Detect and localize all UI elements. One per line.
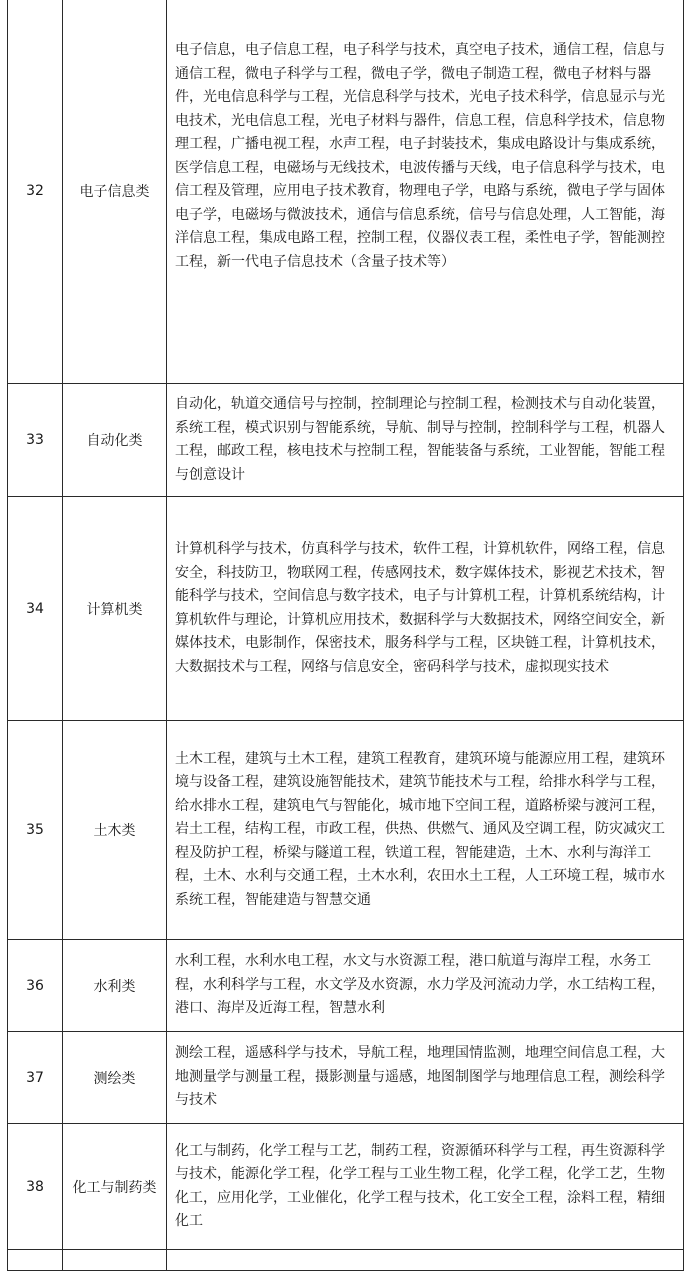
majors-table [7, 0, 684, 1271]
category-cell [63, 1250, 167, 1271]
row-number: 38 [8, 1124, 63, 1250]
major-list: 水利工程，水利水电工程，水文与水资源工程，港口航道与海岸工程，水务工程，水利科学与工程，水文学及水资源，水力学及河流动力学，水工结构工程，港口、海岸及近海工程，智慧水利 [167, 940, 684, 1032]
category-name: 计算机类 [63, 497, 167, 721]
major-list: 计算机科学与技术，仿真科学与技术，软件工程，计算机软件，网络工程，信息安全，科技防卫，物联网工程，传感网技术，数字媒体技术，影视艺术技术，智能科学与技术，空间信息与数字技术，电子与计算机工程，计算机系统结构，计算机软件与理论，计算机应用技术，数据科学与大数据技术，网络空间安全，新媒体技术，电影制作，保密技术，服务科学与工程，区块链工程，计算机技术，大数据技术与工程，网络与信息安全，密码科学与技术，虚拟现实技术 [167, 497, 684, 721]
major-list-cell [167, 1250, 684, 1271]
major-list: 测绘工程，遥感科学与技术，导航工程，地理国情监测，地理空间信息工程，大地测量学与测量工程，摄影测量与遥感，地图制图学与地理信息工程，测绘科学与技术 [167, 1032, 684, 1124]
category-name: 电子信息类 [63, 0, 167, 384]
category-name: 化工与制药类 [63, 1124, 167, 1250]
table-row [8, 721, 684, 940]
row-number: 34 [8, 497, 63, 721]
major-list: 土木工程，建筑与土木工程，建筑工程教育，建筑环境与能源应用工程，建筑环境与设备工程，建筑设施智能技术，建筑节能技术与工程，给排水科学与工程，给水排水工程，建筑电气与智能化，城市地下空间工程，道路桥梁与渡河工程，岩土工程，结构工程，市政工程，供热、供燃气、通风及空调工程，防灾减灾工程及防护工程，桥梁与隧道工程，铁道工程，智能建造，土木、水利与海洋工程，土木、水利与交通工程，土木水利，农田水土工程，人工环境工程，城市水系统工程，智能建造与智慧交通 [167, 721, 684, 940]
row-number: 32 [8, 0, 63, 384]
row-number: 37 [8, 1032, 63, 1124]
major-list: 自动化，轨道交通信号与控制，控制理论与控制工程，检测技术与自动化装置，系统工程，模式识别与智能系统，导航、制导与控制，控制科学与工程，机器人工程，邮政工程，核电技术与控制工程，智能装备与系统，工业智能，智能工程与创意设计 [167, 384, 684, 497]
row-number-cell [8, 1250, 63, 1271]
row-number: 33 [8, 384, 63, 497]
category-name: 测绘类 [63, 1032, 167, 1124]
row-number: 36 [8, 940, 63, 1032]
table-row [8, 940, 684, 1032]
category-name: 自动化类 [63, 384, 167, 497]
table-row [8, 0, 684, 384]
major-list: 化工与制药，化学工程与工艺，制药工程，资源循环科学与工程，再生资源科学与技术，能源化学工程，化学工程与工业生物工程，化学工程，化学工艺，生物化工，应用化学，工业催化，化学工程与技术，化工安全工程，涂料工程，精细化工 [167, 1124, 684, 1250]
category-name: 土木类 [63, 721, 167, 940]
table-row [8, 1124, 684, 1250]
table-row [8, 384, 684, 497]
category-name: 水利类 [63, 940, 167, 1032]
major-list: 电子信息，电子信息工程，电子科学与技术，真空电子技术，通信工程，信息与通信工程，微电子科学与工程，微电子学，微电子制造工程，微电子材料与器件，光电信息科学与工程，光信息科学与技术，光电子技术科学，信息显示与光电技术，光电信息工程，光电子材料与器件，信息工程，信息科学技术，信息物理工程，广播电视工程，水声工程，电子封装技术，集成电路设计与集成系统，医学信息工程，电磁场与无线技术，电波传播与天线，电子信息科学与技术，电信工程及管理，应用电子技术教育，物理电子学，电路与系统，微电子学与固体电子学，电磁场与微波技术，通信与信息系统，信号与信息处理，人工智能，海洋信息工程，集成电路工程，控制工程，仪器仪表工程，柔性电子学，智能测控工程，新一代电子信息技术（含量子技术等） [167, 0, 684, 384]
row-number: 35 [8, 721, 63, 940]
table-row-partial [8, 1250, 684, 1271]
table-row [8, 1032, 684, 1124]
table-row [8, 497, 684, 721]
